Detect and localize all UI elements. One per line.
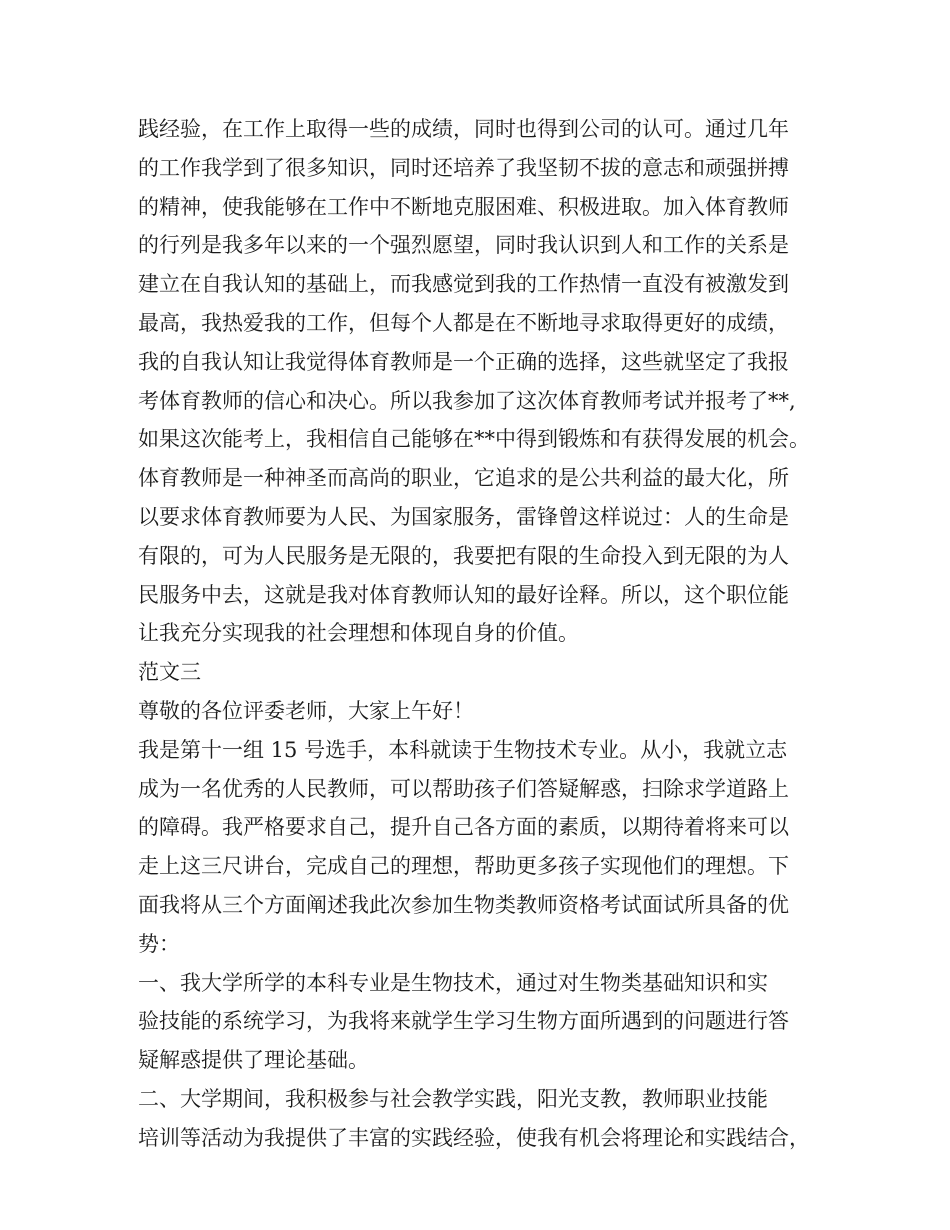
text-line: 走上这三尺讲台，完成自己的理想，帮助更多孩子实现他们的理想。下 <box>138 854 789 879</box>
text-line: 面我将从三个方面阐述我此次参加生物类教师资格考试面试所具备的优 <box>138 892 789 917</box>
text-line: 培训等活动为我提供了丰富的实践经验，使我有机会将理论和实践结合， <box>138 1125 810 1150</box>
text-line: 的行列是我多年以来的一个强烈愿望，同时我认识到人和工作的关系是 <box>138 233 789 258</box>
text-line: 一、我大学所学的本科专业是生物技术，通过对生物类基础知识和实 <box>138 970 768 995</box>
text-line: 我是第十一组 15 号选手，本科就读于生物技术专业。从小，我就立志 <box>138 737 788 762</box>
section-heading: 范文三 <box>138 660 201 685</box>
text-line: 的工作我学到了很多知识，同时还培养了我坚韧不拔的意志和顽强拼搏 <box>138 155 789 180</box>
text-line: 有限的，可为人民服务是无限的，我要把有限的生命投入到无限的为人 <box>138 543 789 568</box>
text-line: 考体育教师的信心和决心。所以我参加了这次体育教师考试并报考了**, <box>138 388 796 413</box>
salutation-line: 尊敬的各位评委老师，大家上午好！ <box>138 698 474 723</box>
text-line: 的障碍。我严格要求自己，提升自己各方面的素质，以期待着将来可以 <box>138 815 789 840</box>
text-line: 势： <box>138 931 180 956</box>
text-line: 民服务中去，这就是我对体育教师认知的最好诠释。所以，这个职位能 <box>138 582 789 607</box>
text-line: 体育教师是一种神圣而高尚的职业，它追求的是公共利益的最大化，所 <box>138 466 789 491</box>
document-body <box>138 110 828 1158</box>
text-line: 疑解惑提供了理论基础。 <box>138 1048 369 1073</box>
text-line: 成为一名优秀的人民教师，可以帮助孩子们答疑解惑，扫除求学道路上 <box>138 776 789 801</box>
text-line: 以要求体育教师要为人民、为国家服务，雷锋曾这样说过：人的生命是 <box>138 504 789 529</box>
text-line: 的精神，使我能够在工作中不断地克服困难、积极进取。加入体育教师 <box>138 194 789 219</box>
text-line: 让我充分实现我的社会理想和体现自身的价值。 <box>138 621 579 646</box>
text-line: 我的自我认知让我觉得体育教师是一个正确的选择，这些就坚定了我报 <box>138 349 789 374</box>
text-line: 践经验，在工作上取得一些的成绩，同时也得到公司的认可。通过几年 <box>138 117 789 141</box>
text-line: 验技能的系统学习，为我将来就学生学习生物方面所遇到的问题进行答 <box>138 1009 789 1034</box>
text-line: 最高，我热爱我的工作，但每个人都是在不断地寻求取得更好的成绩， <box>138 310 789 335</box>
text-line: 二、大学期间，我积极参与社会教学实践，阳光支教，教师职业技能 <box>138 1086 768 1111</box>
text-line: 如果这次能考上，我相信自己能够在**中得到锻炼和有获得发展的机会。 <box>138 427 810 452</box>
text-line: 建立在自我认知的基础上，而我感觉到我的工作热情一直没有被激发到 <box>138 272 789 297</box>
